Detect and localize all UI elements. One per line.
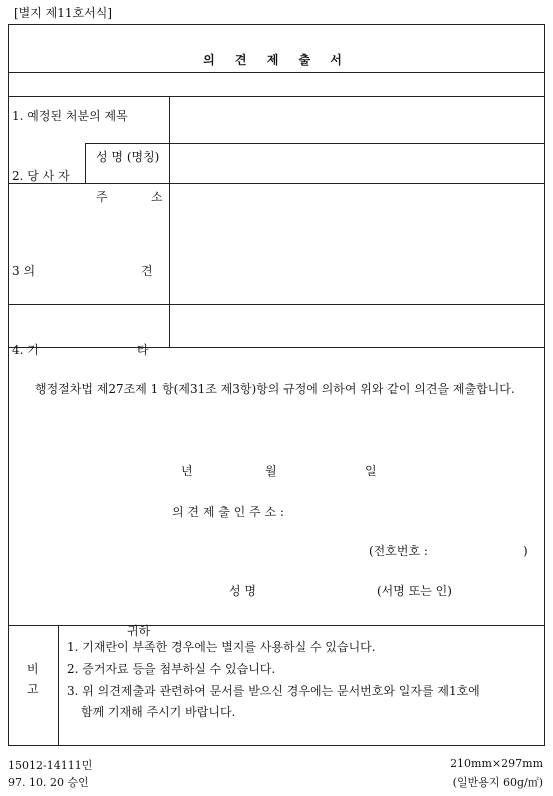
opinion-label: 견 xyxy=(141,264,153,278)
form-title: 의 견 제 출 서 xyxy=(203,53,350,67)
remark-item: 함께 기재해 주시기 바랍니다. xyxy=(81,705,236,719)
divider xyxy=(169,96,170,347)
remarks-label: 비 xyxy=(27,662,39,676)
divider xyxy=(85,143,544,144)
divider xyxy=(9,72,544,73)
opinion-label: 3 의 xyxy=(12,264,36,278)
date-year: 년 xyxy=(181,464,193,478)
remark-item: 1. 기재란이 부족한 경우에는 별지를 사용하실 수 있습니다. xyxy=(67,640,376,654)
divider xyxy=(58,625,59,746)
other-label: 4. 기 xyxy=(12,343,39,357)
party-address-label: 소 xyxy=(151,190,163,204)
divider xyxy=(9,183,544,184)
divider xyxy=(9,304,544,305)
paper-size: 210mm×297mm xyxy=(450,757,543,770)
form-number-label: [별지 제11호서식] xyxy=(14,6,112,20)
remarks-label: 고 xyxy=(27,682,39,696)
remark-item: 3. 위 의견제출과 관련하여 문서를 받으신 경우에는 문서번호와 일자를 제1호에 xyxy=(67,684,480,698)
remark-item: 2. 증거자료 등을 첨부하실 수 있습니다. xyxy=(67,662,276,676)
date-day: 일 xyxy=(365,464,377,478)
approval-date: 97. 10. 20 승인 xyxy=(8,776,89,789)
submitter-address-label: 의 견 제 출 인 주 소 : xyxy=(172,505,284,519)
opinion-form xyxy=(8,24,545,746)
form-code: 15012-14111민 xyxy=(8,759,93,772)
phone-label: (전호번호 : xyxy=(369,544,428,558)
party-address-label: 주 xyxy=(96,190,108,204)
party-name-label: 성 명 (명칭) xyxy=(96,150,160,164)
declaration-text: 행정절차법 제27조제 1 항(제31조 제3항)항의 규정에 의하여 위와 같이 의견을 제출합니다. xyxy=(35,382,515,396)
divider xyxy=(9,625,544,626)
seal-label: (서명 또는 인) xyxy=(377,584,452,598)
phone-label-close: ) xyxy=(523,544,528,558)
signer-name-label: 성 명 xyxy=(229,584,256,598)
party-label: 2. 당 사 자 xyxy=(12,169,70,183)
other-label: 타 xyxy=(137,343,149,357)
divider xyxy=(9,347,544,348)
paper-type: (일반용지 60g/㎡) xyxy=(452,776,543,789)
divider xyxy=(9,96,544,97)
divider xyxy=(85,143,86,183)
date-month: 월 xyxy=(265,464,277,478)
recipient-label: 귀하 xyxy=(127,624,151,638)
disposition-title-label: 1. 예정된 처분의 제목 xyxy=(12,109,128,123)
